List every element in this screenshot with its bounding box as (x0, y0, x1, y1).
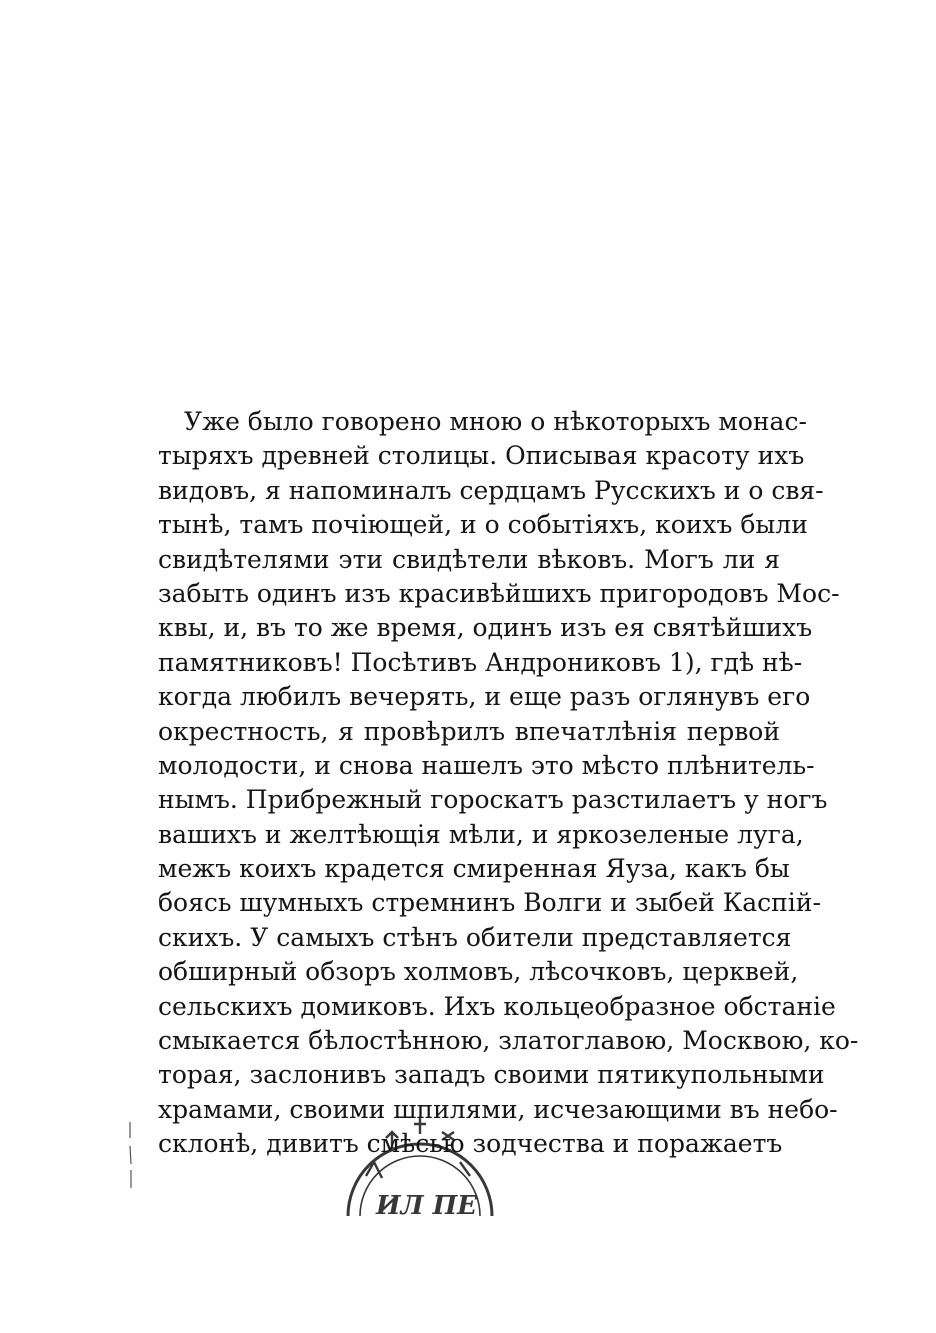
text-line: когда любилъ вечерять, и еще разъ оглянувъ его (158, 682, 811, 712)
text-line: склонѣ, дивитъ смѣсью зодчества и поражаетъ (158, 1129, 783, 1159)
text-line: окрестность, я провѣрилъ впечатлѣнія первой (158, 716, 780, 746)
text-line: вашихъ и желтѣющія мѣли, и яркозеленые луга, (158, 819, 804, 849)
text-line: забыть одинъ изъ красивѣйшихъ пригородовъ Мос- (158, 578, 840, 608)
text-line: боясь шумныхъ стремнинъ Волги и зыбей Каспій- (158, 888, 821, 918)
text-line: смыкается бѣлостѣнною, златоглавою, Москвою, ко- (158, 1026, 859, 1056)
text-line: тынѣ, тамъ почіющей, и о событіяхъ, коихъ были (158, 510, 808, 540)
text-line: Уже было говорено мною о нѣкоторыхъ монас- (184, 407, 807, 436)
library-stamp-icon (330, 1098, 510, 1218)
text-line: свидѣтелями эти свидѣтели вѣковъ. Могъ ли я (158, 544, 780, 574)
text-line: нымъ. Прибрежный гороскатъ разстилаетъ у ногъ (158, 785, 828, 815)
text-line: молодости, и снова нашелъ это мѣсто плѣнитель- (158, 750, 815, 780)
text-line: храмами, своими шпилями, исчезающими въ небо- (158, 1094, 838, 1124)
text-line: скихъ. У самыхъ стѣнъ обители представляется (158, 922, 792, 952)
body-paragraph (158, 405, 859, 1162)
text-line: памятниковъ! Посѣтивъ Андрониковъ 1), гдѣ нѣ- (158, 647, 803, 677)
text-line: видовъ, я напоминалъ сердцамъ Русскихъ и о свя- (158, 475, 824, 505)
text-line: обширный обзоръ холмовъ, лѣсочковъ, церквей, (158, 957, 799, 987)
stamp-text: ИЛ ПЕ (376, 1191, 477, 1218)
text-line: торая, заслонивъ западъ своими пятикупольными (158, 1060, 825, 1090)
margin-mark-icon (124, 1120, 138, 1190)
text-line: межъ коихъ крадется смиренная Яуза, какъ бы (158, 854, 790, 884)
text-line: сельскихъ домиковъ. Ихъ кольцеобразное обстаніе (158, 991, 836, 1021)
text-line: квы, и, въ то же время, одинъ изъ ея святѣйшихъ (158, 613, 813, 643)
text-line: тыряхъ древней столицы. Описывая красоту ихъ (158, 441, 805, 471)
